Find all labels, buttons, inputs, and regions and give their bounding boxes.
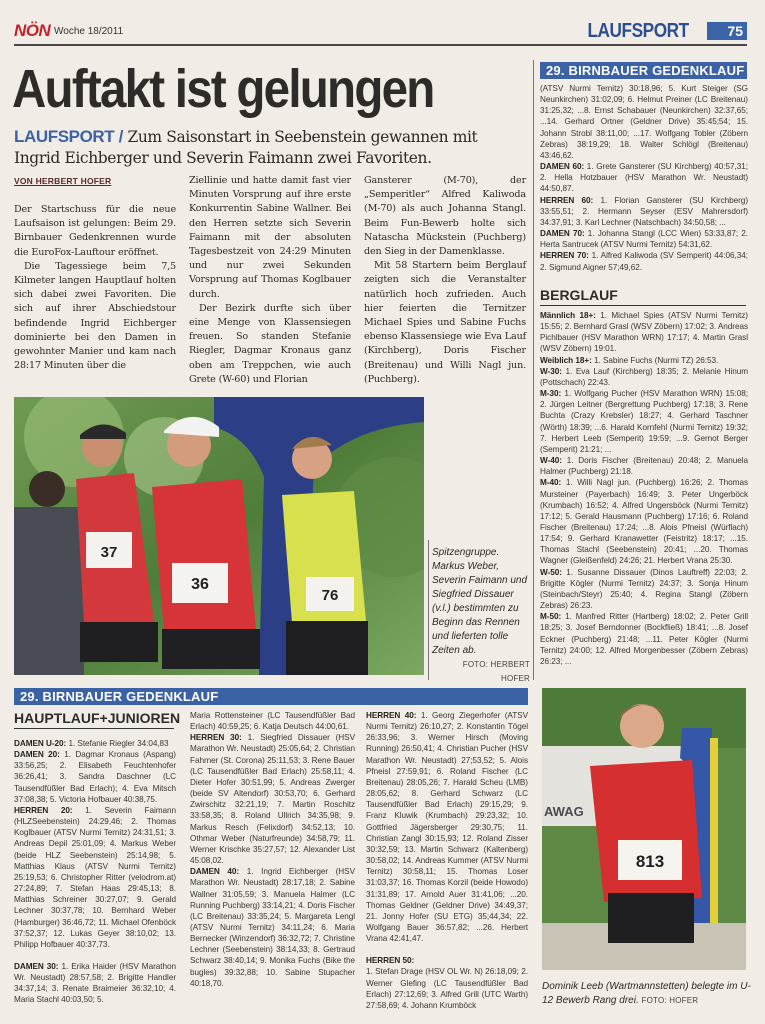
result-entry: DAMEN 40: 1. Ingrid Eichberger (HSV Marathon Wr. Neustadt) 28:17,18; 2. Sabine Wallner 31:05,59; 3. Manuela Halmer (LC Running Puchberg) 33:14,21; 4. Doris Fischer (LC Breitenau) 33:35,24; 5. Margareta Lengl (ATSV Nurmi Ternitz) 34:11,24; 6. Maria Bernecker (Winzendorf) 36:32,72; 7. Christine Lechner (Seebenstein) 38:14,33; 8. Gertraud Schwarz 38:40,14; 9. Monika Fuchs (Bike the bugles) 39:32,88; 10. Sabine Stupacher 40:18,70. xyxy=(190,867,355,988)
paragraph: Die Tagessiege beim 7,5 Kilmeter langen Hauptlauf holten sich dabei zwei Favoriten. Die sich auf ihrer Abschiedstour befindende Ingrid Eichberger dominierte bei den Damen in gewohnter Manier und kam nach 28:17 Minuten über die xyxy=(14,260,176,372)
paragraph: Der Startschuss für die neue Laufsaison ist gelungen: Beim 29. Birnbauer Gedenkrennen wurde die EuroFox-Lauftour eröffnet. xyxy=(14,204,176,258)
paragraph: Ziellinie und hatte damit fast vier Minuten Vorsprung auf ihre erste Konkurrentin Sabine Wallner. Bei den Herren setzte sich Severin Faimann mit der absoluten Tagesbestzeit von 24:29 Minuten und nur zwei Sekunden Vorsprung auf Thomas Koglbauer durch. xyxy=(189,175,351,300)
article-column-1 xyxy=(14,203,176,373)
results-continuation: (ATSV Nurmi Ternitz) 30:18,96; 5. Kurt Steiger (SG Neunkirchen) 31:02,09; 6. Helmut Preiner (LC Breitenau) 31:25,32; ...8. Ernst Schabauer (Neunkirchen) 32:37,65; ...14. Gerhard Ortner (Geldner Drive) 35:45;54; 15. Johann Strobl 38:11,00; ...17. Wolfgang Tobler (Zöbern Zebras) 38:19,29; 18. Walter Schlögl (Breitenau) 43:46,62. xyxy=(540,84,748,160)
column-divider xyxy=(533,60,534,680)
berglauf-results xyxy=(540,310,748,667)
result-entry: W-50: 1. Susanne Dissauer (Dinos Lauftreff) 22:03; 2. Brigitte Kögler (Nurmi Ternitz) 24:37; 3. Sonja Hinum (Steinbach/Steyr) 25:40; 4. Regina Stangl (Zöbern Zebras) 26:23. xyxy=(540,567,748,611)
result-entry: W-40: 1. Doris Fischer (Breitenau) 20:48; 2. Manuela Halmer (Puchberg) 21:18. xyxy=(540,456,748,477)
publication-logo: NÖN xyxy=(14,21,51,40)
paragraph: Mit 58 Startern beim Berglauf zeigten sich die Veranstalter natürlich hoch zufrieden. Auch hier feierten die Ternitzer Michael Spies und Sabine Fuchs ebenso Klassensiege wie Eva Lauf (Kirchberg), Doris Fischer (Breitenau) und Willi Nagl jun. (Puchberg). xyxy=(364,260,526,385)
result-entry: HERREN 70: 1. Alfred Kaliwoda (SV Semperit) 44:06,34; 2. Sigmund Aigner 57;49,62. xyxy=(540,251,749,272)
result-entry: M-40: 1. Willi Nagl jun. (Puchberg) 16:26; 2. Thomas Mursteiner (Payerbach) 16:49; 3. Peter Ungerböck (Krumbach) 16:52; 4. Alfred Ungersböck (Nurmi Ternitz) 17:12; 5. Gerald Hausmann (Puchberg) 17:16; 6. Roland Fischer (Breitenau) 17:24; ...8. Alois Pfneisl (Würflach) 17:54; 9. Gerhard Kranawetter (Feistritz) 18:17; ...15. Thomas Stachl (Seebenstein) 20:41; ...20. Thomas Wagner (Gleißenfeld) 24:26; 21. Herbert Vrana 25:30. xyxy=(540,478,748,566)
results-right xyxy=(540,83,748,273)
result-entry: Weiblich 18+: 1. Sabine Fuchs (Nurmi TZ) 26:53. xyxy=(540,355,719,365)
berglauf-title: BERGLAUF xyxy=(540,287,746,306)
main-photo-caption xyxy=(432,546,530,686)
result-entry: HERREN 20: 1. Severin Faimann (HLZSeebenstein) 24:29,46; 2. Thomas Koglbauer (ATSV Nurmi Ternitz) 24:31,51; 3. Andreas Depil 25:01,09; 4. Markus Weber (beide HLZ Seebenstein) 25:14,98; 5. Matthias Klaus (ATSV Nurmi Ternitz) 25:19,53; 6. Christopher Ritter (velodrom.at) 27:24,89; 7. Stefan Haas 29:45,13; 8. Matthias Schreiner 30:27,07; 9. Gerald Lechner 30:37,78; 10. Bernhard Weber (Hamburger) 36:46,72; 11. Michael Ofenböck 37:52,37; 12. Lukas Geyer 38:10,02; 13. Philipp Hofbauer 40:37,73. xyxy=(14,805,177,949)
page-number: 75 xyxy=(707,22,747,40)
headline: Auftakt ist gelungen xyxy=(12,59,434,119)
hauptlauf-title: HAUPTLAUF+JUNIOREN xyxy=(14,710,174,729)
section-title: LAUFSPORT xyxy=(587,20,689,42)
deck-kicker: LAUFSPORT / xyxy=(14,127,123,146)
result-entry: Männlich 18+: 1. Michael Spies (ATSV Nurmi Ternitz) 15:55; 2. Bernhard Grasl (WSV Zöbern) 17:02; 3. Andreas Pichlbauer (HSV Marathon WRN) 17:17; 4. Martin Grasl (WSV Zöbern) 19:01. xyxy=(540,311,748,354)
result-entry: HERREN 50: 1. Stefan Drage (HSV OL Wr. N) 26:18,09; 2. Werner Glefing (LC Tausendfüßler Bad Erlach) 27:12,69; 3. Alfred Grill (UTC Warth) 27:58,69; 4. Johann Krumböck xyxy=(366,956,528,1010)
results-bottom-col-1 xyxy=(14,738,176,1006)
junior-runner-photo xyxy=(542,688,746,970)
result-entry: HERREN 40: 1. Georg Ziegerhofer (ATSV Nurmi Ternitz) 26:10,27; 2. Konstantin Tögel 26:33,96; 3. Werner Hirsch (Moving Running) 26:50,41; 4. Christian Pucher (HSV Marathon Wr. Neustadt) 27;53,52; 5. Alois Pfneisl 27:59,91; 6. Roland Fischer (LC Breitenau) 28:05,26; 7. Harald Scheu (LMB) 28:05,62; 8. Gerhard Schwarz (LC Tausendfüßler Bad Erlach) 29:15,29; 9. Franz Kluwik (Krumbach) 29:23,32; 10. Gottfried Jägersberger 29:30,75; 11. Christian Zangl 30:15,93; 12. Roland Zisser 30:32,59; 13. Martin Schwarz (Kaltenberg) 30:58,02; 14. Andreas Kummer (ATSV Nurmi Ternitz) 30:58,11; 15. Thomas Loser 31:03,37; 16. Thomas Korzil (beide Howodo) 31:31,89; 17. Arnold Auer 31:41,06; ...20. Thomas Geldner (Geldner Drive) 34:49,37; 21. Jonny Hofer (SU ETG) 35;44,34; 22. Wolfgang Bauer 36:57,82; ...26. Herbert Vrana 42:41,47. xyxy=(366,711,528,944)
caption-text: Dominik Leeb (Wartmannstetten) belegte im U-12 Bewerb Rang drei. xyxy=(542,981,751,1006)
result-entry: M-50: 1. Manfred Ritter (Hartberg) 18:02; 2. Peter Grill 18:25; 3. Josef Berndonner (Bockfließ) 18:41; ...8. Josef Eckner (Puchberg) 21:48; ...11. Peter Kögler (Nurmi Ternitz) 24:00; 12. Alfred Morgenbesser (Zöbern Zebras) 26:23; ... xyxy=(540,612,748,666)
bib-37: 37 xyxy=(100,544,118,561)
byline: VON HERBERT HOFER xyxy=(14,176,112,186)
result-entry: HERREN 60: 1. Florian Gansterer (SU Kirchberg) 33:55,51; 2. Hermann Seyser (ESV Mahrersdorf) 34:37,91; 3. Karl Lechner (Natschbach) 34:50,58; ... xyxy=(540,195,748,227)
paragraph: Gansterer (M-70), der „Semperitler“ Alfred Kaliwoda (M-70) als auch Johanna Stangl. Beim Fun-Bewerb holte sich Natascha Mückstein (Puchberg) den Sieg in der Damenklasse. xyxy=(364,175,526,258)
results-bottom-col-2 xyxy=(190,710,355,989)
paragraph: Der Bezirk durfte sich über eine Menge von Klassensiegen freuen. So standen Stefanie Riegler, Dagmar Kronaus ganz oben am Treppchen, wie auch Grete (W-60) und Florian xyxy=(189,302,351,385)
results-bottom-col-3 xyxy=(366,710,528,1011)
caption-text: Spitzengruppe. Markus Weber, Severin Faimann und Siegfried Dissauer (v.l.) bestimmten zu Beginn das Rennen und lieferten tolle Zeiten ab. xyxy=(432,547,528,656)
junior-runner-illustration xyxy=(542,688,746,970)
deck-text: Zum Saisonstart in Seebenstein gewannen mit Ingrid Eichberger und Severin Faimann zwei Favoriten. xyxy=(14,128,478,167)
result-entry: DAMEN 30: 1. Erika Haider (HSV Marathon Wr. Neustadt) 28:57,58; 2. Brigitte Handler 34:37,14; 3. Renate Braimeier 36:32,10; 4. Maria Stachl 40:03,50; 5. xyxy=(14,961,176,1005)
issue-week: Woche 18/2011 xyxy=(54,26,124,37)
result-entry: DAMEN U-20: 1. Stefanie Riegler 34:04,83 xyxy=(14,739,169,748)
runners-photo-illustration xyxy=(14,397,424,675)
result-entry: DAMEN 70: 1. Johanna Stangl (LCC Wien) 53:33,87; 2. Herta Santrucek (ATSV Nurmi Ternitz) 54:31,62. xyxy=(540,229,748,250)
bib-76: 76 xyxy=(321,587,339,604)
result-entry: DAMEN 20: 1. Dagmar Kronaus (Aspang) 33:56,25; 2. Elisabeth Feuchtenhofer 36:26,41; 3. Sandra Daschner (LC Tausendfüßler Bad Erlach); 4. Eva Mitsch 37:08,38; 5. Victoria Hofbauer 40:38,75. xyxy=(14,750,176,804)
bib-813: 813 xyxy=(635,852,665,871)
result-entry: HERREN 30: 1. Siegfried Dissauer (HSV Marathon Wr. Neustadt) 25:05,64; 2. Christian Fahrner (St. Corona) 25:11,53; 3. Rene Bauer (LC Tausendfüßler Bad Erlach) 25:58,11; 4. Dieter Hofer 30:51,99; 5. Andreas Zwerger (beide SV Altendorf) 30:53,70; 6. Gerhard Zwirschitz 32:21,19; 7. Martin Roschitz 33:58,35; 8. Roland Ullrich 34:35,98; 9. Markus Resch (Felixdorf) 34:52,13; 10. Othmar Weber (Naturfreunde) 34:58,79; 11. Werner Krischke 35:27,57; 12. Alexander List 45:08,02. xyxy=(190,733,355,866)
photo-credit: FOTO: HOFER xyxy=(641,996,699,1005)
masthead xyxy=(14,18,747,46)
result-entry: Maria Rottensteiner (LC Tausendfüßler Bad Erlach) 40:59,25; 6. Katja Deutsch 44:00,61. xyxy=(190,711,355,732)
result-entry: DAMEN 60: 1. Grete Gansterer (SU Kirchberg) 40:57,31; 2. Hella Hotzbauer (HSV Marathon Wr. Neustadt) 44:50,87. xyxy=(540,162,748,194)
article-column-3 xyxy=(364,174,526,387)
article-column-2 xyxy=(189,174,351,387)
result-entry: W-30: 1. Eva Lauf (Kirchberg) 18:35; 2. Melanie Hinum (Pottschach) 22:43. xyxy=(540,366,748,387)
results-header: 29. BIRNBAUER GEDENKLAUF xyxy=(540,62,747,79)
caption-divider xyxy=(428,540,429,680)
result-entry: M-30: 1. Wolfgang Pucher (HSV Marathon WRN) 15:08; 2. Jürgen Leitner (Bergrettung Puchberg) 17:18; 3. Rene Buchta (Crazy Krebsler) 18:27; 4. Gerhard Taschner (Wörth) 18:39; ...6. Harald Kornfehl (Nurmi Ternitz) 19:32; 7. Herbert Leeb (Semperit) 19:59; ...9. Gernot Berger (Semperit) 21:21; ... xyxy=(540,389,748,454)
bib-36: 36 xyxy=(191,576,209,593)
junior-photo-caption xyxy=(542,980,752,1008)
results-bottom-header: 29. BIRNBAUER GEDENKLAUF xyxy=(14,688,528,705)
deck xyxy=(14,126,524,169)
photo-credit: FOTO: HERBERT HOFER xyxy=(462,660,530,683)
main-photo xyxy=(14,397,424,675)
banner-text: AWAG xyxy=(544,804,584,819)
